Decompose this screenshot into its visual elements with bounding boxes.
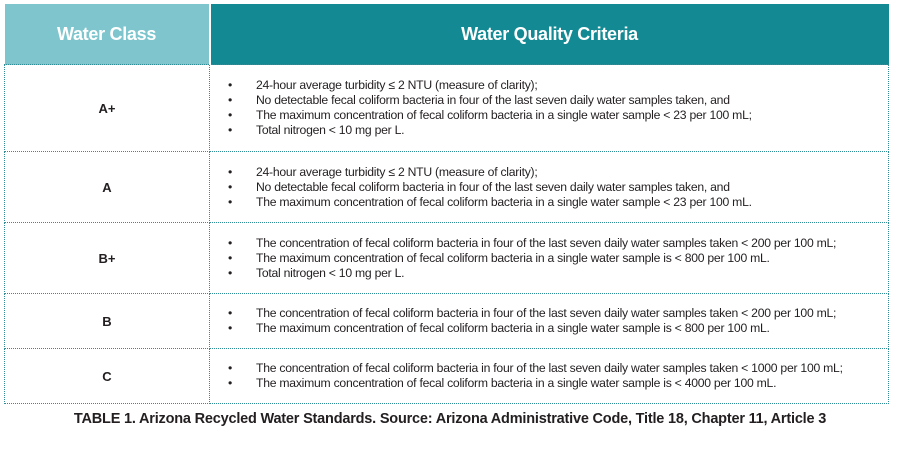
bullet-icon: • — [228, 108, 233, 122]
criteria-item — [226, 361, 888, 376]
header-row — [5, 4, 889, 65]
criteria-text: The maximum concentration of fecal coliform bacteria in a single water sample is < 4000 per 100 mL. — [256, 376, 777, 390]
criteria-item — [226, 195, 888, 210]
bullet-icon: • — [228, 93, 233, 107]
table-body — [5, 65, 889, 404]
bullet-icon: • — [228, 179, 233, 194]
table-row — [5, 152, 889, 223]
bullet-icon: • — [228, 306, 233, 320]
criteria-text: No detectable fecal coliform bacteria in four of the last seven daily water samples taken, and — [256, 179, 730, 194]
bullet-icon: • — [228, 164, 233, 179]
bullet-icon: • — [228, 265, 233, 280]
criteria-text: The maximum concentration of fecal coliform bacteria in a single water sample is < 800 per 100 mL. — [256, 250, 770, 265]
criteria-text: The concentration of fecal coliform bacteria in four of the last seven daily water samples taken < 1000 per 100 mL; — [256, 361, 843, 375]
criteria-list — [226, 361, 888, 391]
criteria-cell — [210, 223, 889, 294]
table-caption: TABLE 1. Arizona Recycled Water Standards. Source: Arizona Administrative Code, Title 18, Chapter 11, Article 3 — [73, 411, 827, 427]
criteria-text: The concentration of fecal coliform bacteria in four of the last seven daily water samples taken < 200 per 100 mL; — [256, 306, 837, 320]
criteria-list — [226, 78, 888, 138]
criteria-item — [226, 266, 888, 281]
water-standards-table — [4, 4, 889, 404]
bullet-icon: • — [228, 123, 233, 137]
criteria-text: 24-hour average turbidity ≤ 2 NTU (measure of clarity); — [256, 78, 538, 92]
criteria-cell — [210, 349, 889, 404]
criteria-cell — [210, 65, 889, 152]
water-class-cell: A+ — [5, 65, 210, 152]
bullet-icon: • — [228, 250, 233, 265]
criteria-text: Total nitrogen < 10 mg per L. — [256, 265, 405, 280]
criteria-text: Total nitrogen < 10 mg per L. — [256, 123, 405, 137]
criteria-text: The maximum concentration of fecal coliform bacteria in a single water sample is < 800 per 100 mL. — [256, 321, 770, 335]
criteria-list — [226, 165, 888, 210]
criteria-text: The maximum concentration of fecal coliform bacteria in a single water sample < 23 per 100 mL; — [256, 108, 752, 122]
criteria-text: No detectable fecal coliform bacteria in four of the last seven daily water samples taken, and — [256, 93, 730, 107]
criteria-item — [226, 321, 888, 336]
bullet-icon: • — [228, 321, 233, 335]
water-class-cell: B — [5, 294, 210, 349]
table-row — [5, 294, 889, 349]
header-water-class: Water Class — [5, 4, 210, 65]
water-class-cell: A — [5, 152, 210, 223]
table-row — [5, 349, 889, 404]
header-water-quality-criteria: Water Quality Criteria — [210, 4, 889, 65]
criteria-item — [226, 165, 888, 180]
bullet-icon: • — [228, 194, 233, 209]
water-standards-table-wrapper — [4, 4, 889, 404]
criteria-text: 24-hour average turbidity ≤ 2 NTU (measure of clarity); — [256, 164, 538, 179]
criteria-item — [226, 306, 888, 321]
criteria-item — [226, 93, 888, 108]
criteria-item — [226, 180, 888, 195]
criteria-list — [226, 236, 888, 281]
criteria-text: The concentration of fecal coliform bacteria in four of the last seven daily water samples taken < 200 per 100 mL; — [256, 235, 837, 250]
bullet-icon: • — [228, 235, 233, 250]
bullet-icon: • — [228, 376, 233, 390]
water-class-cell: B+ — [5, 223, 210, 294]
table-header — [5, 4, 889, 65]
criteria-item — [226, 376, 888, 391]
criteria-item — [226, 123, 888, 138]
table-row — [5, 223, 889, 294]
criteria-item — [226, 108, 888, 123]
criteria-item — [226, 236, 888, 251]
criteria-cell — [210, 152, 889, 223]
water-class-cell: C — [5, 349, 210, 404]
criteria-item — [226, 251, 888, 266]
criteria-cell — [210, 294, 889, 349]
criteria-list — [226, 306, 888, 336]
table-row — [5, 65, 889, 152]
criteria-item — [226, 78, 888, 93]
bullet-icon: • — [228, 361, 233, 375]
criteria-text: The maximum concentration of fecal coliform bacteria in a single water sample < 23 per 100 mL. — [256, 194, 752, 209]
bullet-icon: • — [228, 78, 233, 92]
